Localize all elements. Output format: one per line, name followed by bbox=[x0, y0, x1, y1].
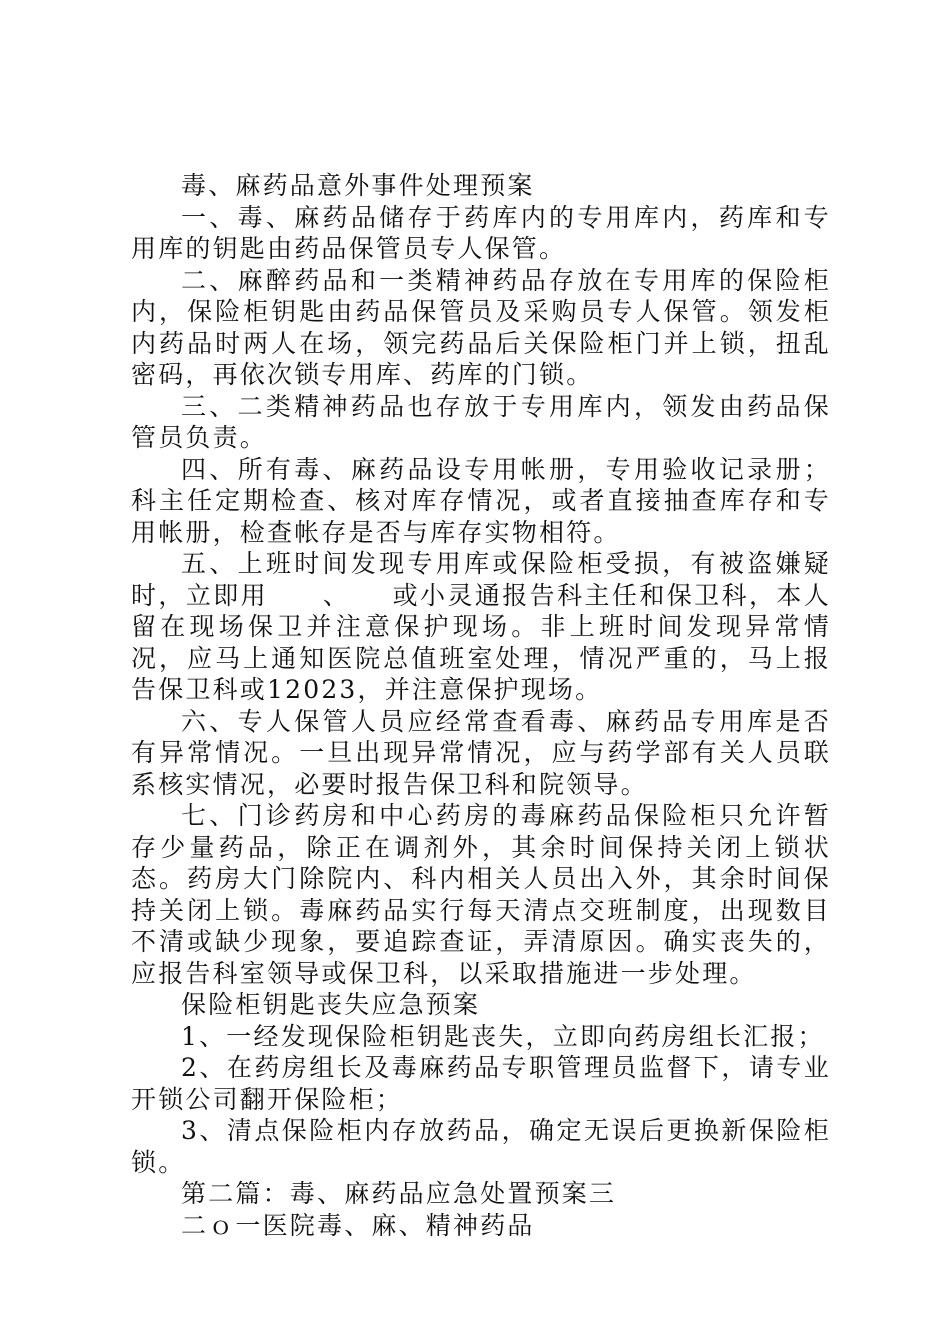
document-body bbox=[131, 170, 831, 1241]
paragraph-4: 四、所有毒、麻药品设专用帐册，专用验收记录册；科主任定期检查、核对库存情况，或者直接抽查库存和专用帐册，检查帐存是否与库存实物相符。 bbox=[131, 454, 831, 547]
section-2-item-1: 1、一经发现保险柜钥匙丧失，立即向药房组长汇报； bbox=[181, 1021, 825, 1051]
document-title: 毒、麻药品意外事件处理预案 bbox=[181, 171, 535, 200]
paragraph-6: 六、专人保管人员应经常查看毒、麻药品专用库是否有异常情况。一旦出现异常情况，应与药学部有关人员联系核实情况，必要时报告保卫科和院领导。 bbox=[131, 706, 831, 799]
section-2-item-3: 3、清点保险柜内存放药品，确定无误后更换新保险柜锁。 bbox=[131, 1116, 831, 1177]
paragraph-5: 五、上班时间发现专用库或保险柜受损，有被盗嫌疑时，立即用 、 或小灵通报告科主任和保卫科，本人留在现场保卫并注意保护现场。非上班时间发现异常情况，应马上通知医院总值班室处理，情况严重的，马上报告保卫科或12023，并注意保护现场。 bbox=[131, 549, 831, 704]
paragraph-7: 七、门诊药房和中心药房的毒麻药品保险柜只允许暂存少量药品，除正在调剂外，其余时间保持关闭上锁状态。药房大门除院内、科内相关人员出入外，其余时间保持关闭上锁。毒麻药品实行每天清点交班制度，出现数目不清或缺少现象，要追踪查证，弄清原因。确实丧失的，应报告科室领导或保卫科，以采取措施进一步处理。 bbox=[131, 801, 831, 988]
section-2-title: 保险柜钥匙丧失应急预案 bbox=[181, 990, 481, 1019]
last-line: 二ｏ一医院毒、麻、精神药品 bbox=[181, 1210, 535, 1240]
paragraph-1: 一、毒、麻药品储存于药库内的专用库内，药库和专用库的钥匙由药品保管员专人保管。 bbox=[131, 202, 831, 263]
paragraph-2: 二、麻醉药品和一类精神药品存放在专用库的保险柜内，保险柜钥匙由药品保管员及采购员专人保管。领发柜内药品时两人在场，领完药品后关保险柜门并上锁，扭乱密码，再依次锁专用库、药库的门锁。 bbox=[131, 265, 831, 389]
paragraph-3: 三、二类精神药品也存放于专用库内，领发由药品保管员负责。 bbox=[131, 391, 831, 452]
section-2-item-2: 2、在药房组长及毒麻药品专职管理员监督下，请专业开锁公司翻开保险柜； bbox=[131, 1053, 831, 1114]
chapter-heading: 第二篇：毒、麻药品应急处置预案三 bbox=[181, 1179, 617, 1208]
